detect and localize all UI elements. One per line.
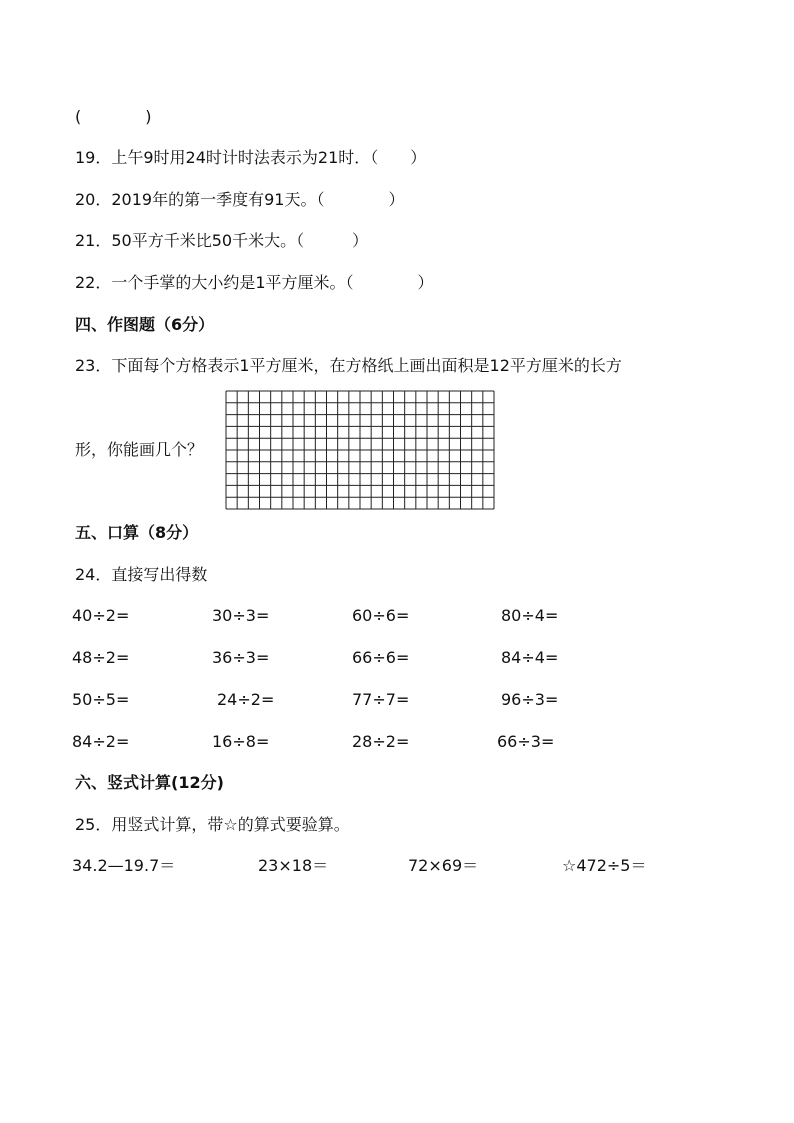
question-24: 24．直接写出得数 [75, 565, 208, 584]
oral-item: 30÷3= [212, 606, 270, 625]
oral-item: 66÷3= [497, 732, 555, 751]
question-25: 25．用竖式计算，带☆的算式要验算。 [75, 815, 350, 834]
vertical-item: 23×18＝ [258, 856, 329, 875]
square-grid[interactable] [225, 390, 495, 510]
section-6-heading: 六、竖式计算(12分) [75, 773, 224, 792]
oral-item: 84÷4= [501, 648, 559, 667]
vertical-item: ☆472÷5＝ [562, 856, 647, 875]
question-19: 19．上午9时用24时计时法表示为21时．（ ） [75, 148, 427, 167]
oral-item: 66÷6= [352, 648, 410, 667]
section-4-heading: 四、作图题（6分） [75, 315, 215, 334]
oral-item: 16÷8= [212, 732, 270, 751]
q18-answer-blank: ( ) [75, 107, 152, 126]
oral-item: 28÷2= [352, 732, 410, 751]
oral-item: 84÷2= [72, 732, 130, 751]
oral-item: 80÷4= [501, 606, 559, 625]
question-21: 21．50平方千米比50千米大。（ ） [75, 231, 369, 250]
question-23-line1: 23．下面每个方格表示1平方厘米，在方格纸上画出面积是12平方厘米的长方 [75, 356, 622, 375]
question-20: 20．2019年的第一季度有91天。（ ） [75, 190, 405, 209]
oral-item: 60÷6= [352, 606, 410, 625]
oral-item: 77÷7= [352, 690, 410, 709]
oral-item: 36÷3= [212, 648, 270, 667]
vertical-item: 72×69＝ [408, 856, 479, 875]
section-5-heading: 五、口算（8分） [75, 523, 199, 542]
oral-item: 40÷2= [72, 606, 130, 625]
question-22: 22．一个手掌的大小约是1平方厘米。（ ） [75, 273, 434, 292]
question-23-line2: 形，你能画几个？ [75, 440, 204, 459]
oral-item: 24÷2= [217, 690, 275, 709]
vertical-item: 34.2—19.7＝ [72, 856, 176, 875]
oral-item: 48÷2= [72, 648, 130, 667]
oral-item: 50÷5= [72, 690, 130, 709]
oral-item: 96÷3= [501, 690, 559, 709]
